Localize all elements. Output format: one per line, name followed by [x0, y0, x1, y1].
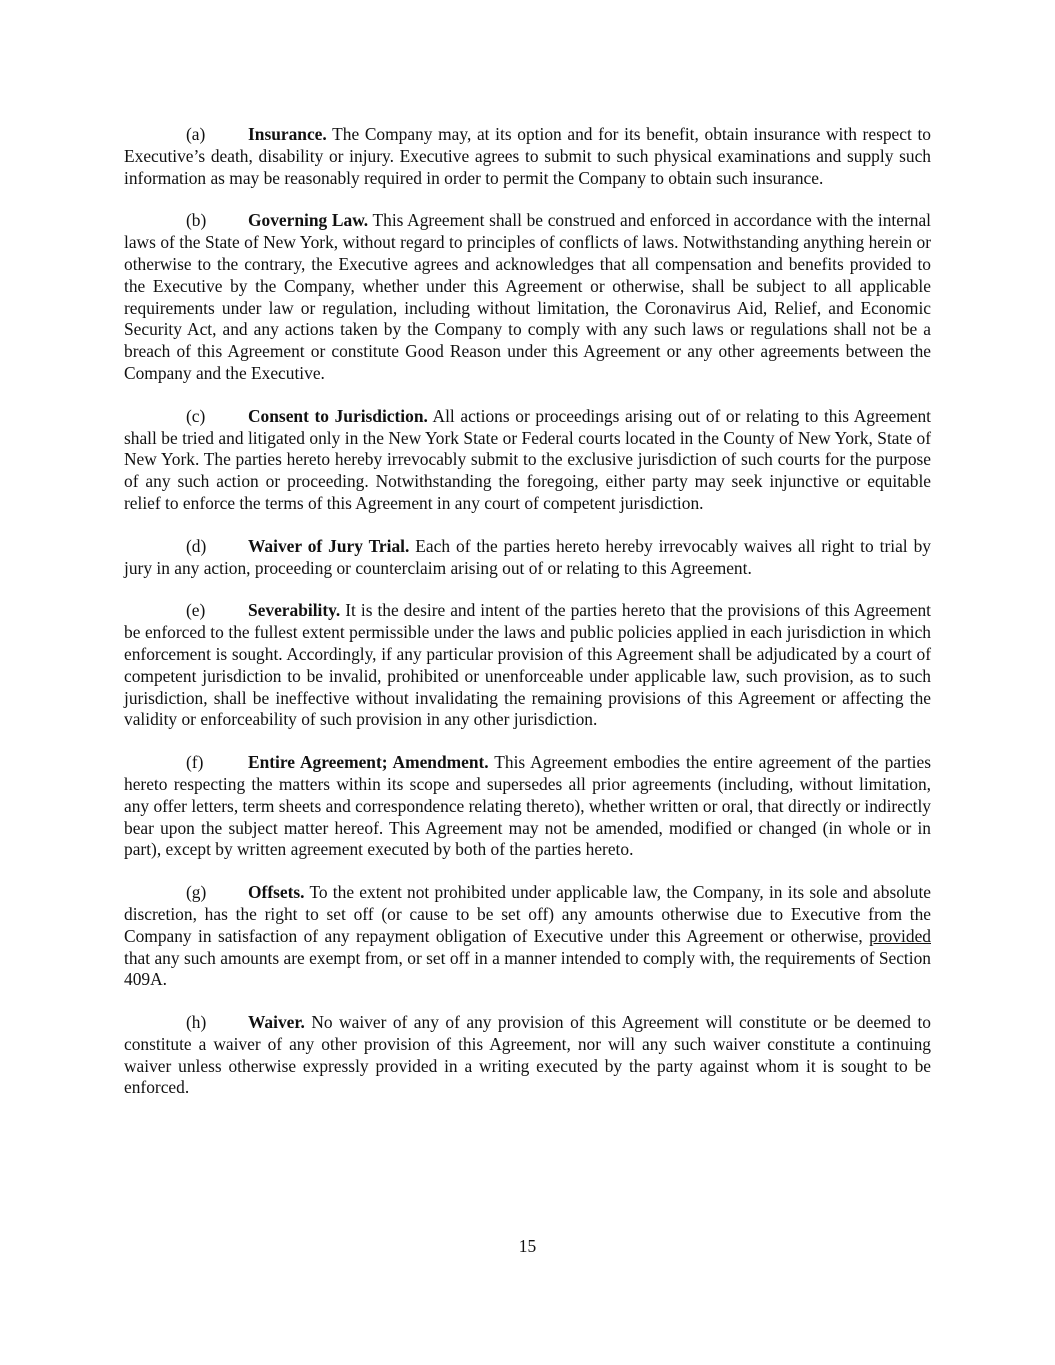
section-text: All actions or proceedings arising out of or relating to this Agreement shall be tried and litigated only in the New York State or Federal courts located in the County of New York, State of New York. The parties hereto hereby irrevocably submit to the exclusive jurisdiction of such courts for the purpose of any such action or proceeding. Notwithstanding the foregoing, either party may seek injunctive or equitable relief to enforce the terms of this Agreement in any court of competent jurisdiction.: [124, 405, 931, 513]
section-text: No waiver of any of any provision of this Agreement will constitute or be deemed to constitute a waiver of any other provision of this Agreement, nor will any such waiver constitute a continuing waiver unless otherwise expressly provided in a writing executed by the party against whom it is sought to be enforced.: [124, 1012, 931, 1098]
section-heading: Offsets.: [248, 882, 305, 903]
section-e: [124, 600, 931, 731]
section-text: This Agreement embodies the entire agreement of the parties hereto respecting the matters within its scope and supersedes all prior agreements (including, without limitation, any offer letters, term sheets and correspondence relating thereto), whether written or oral, that directly or indirectly bear upon the subject matter hereof. This Agreement may not be amended, modified or changed (in whole or in part), except by written agreement executed by both of the parties hereto.: [124, 752, 931, 860]
section-a: [124, 124, 931, 189]
section-text: It is the desire and intent of the parties hereto that the provisions of this Agreement be enforced to the fullest extent permissible under the laws and public policies applied in each jurisdiction in which enforcement is sought. Accordingly, if any particular provision of this Agreement shall be adjudicated by a court of competent jurisdiction to be invalid, prohibited or unenforceable under applicable law, such provision, as to such jurisdiction, shall be ineffective without invalidating the remaining provisions of this Agreement or affecting the validity or enforceability of such provision in any other jurisdiction.: [124, 600, 931, 730]
section-text: To the extent not prohibited under applicable law, the Company, in its sole and absolute discretion, has the right to set off (or cause to be set off) any amounts otherwise due to Executive from the Company in satisfaction of any repayment obligation of Executive under this Agreement or otherwise,: [124, 882, 931, 946]
section-g: [124, 882, 931, 991]
section-heading: Governing Law.: [248, 210, 369, 231]
section-label: (g): [186, 882, 207, 903]
page-number: 15: [518, 1236, 537, 1256]
section-heading: Entire Agreement; Amendment.: [248, 752, 489, 773]
section-heading: Waiver.: [248, 1012, 305, 1033]
section-d: [124, 536, 931, 580]
section-label: (d): [186, 535, 207, 556]
section-b: [124, 210, 931, 384]
section-heading: Consent to Jurisdiction.: [248, 405, 428, 426]
section-text: that any such amounts are exempt from, or set off in a manner intended to comply with, the requirements of Section 409A.: [124, 947, 931, 990]
section-heading: Insurance.: [248, 124, 327, 144]
section-heading: Severability.: [248, 600, 341, 621]
section-c: [124, 406, 931, 515]
section-label: (f): [186, 752, 204, 773]
section-label: (c): [186, 405, 206, 426]
section-label: (b): [186, 210, 207, 231]
section-text: The Company may, at its option and for its benefit, obtain insurance with respect to Executive’s death, disability or injury. Executive agrees to submit to such physical examinations and supply such information as may be reasonably required in order to permit the Company to obtain such insurance.: [124, 124, 931, 188]
section-text: Each of the parties hereto hereby irrevocably waives all right to trial by jury in any action, proceeding or counterclaim arising out of or relating to this Agreement.: [124, 535, 931, 578]
section-h: [124, 1012, 931, 1099]
underlined-term: provided: [869, 925, 931, 946]
section-heading: Waiver of Jury Trial.: [248, 535, 410, 556]
section-f: [124, 752, 931, 861]
section-text: This Agreement shall be construed and enforced in accordance with the internal laws of the State of New York, without regard to principles of conflicts of laws. Notwithstanding anything herein or otherwise to the contrary, the Executive agrees and acknowledges that all compensation and benefits provided to the Executive by the Company, whether under this Agreement or otherwise, shall be subject to all applicable requirements under law or regulation, including without limitation, the Coronavirus Aid, Relief, and Economic Security Act, and any actions taken by the Company to comply with any such laws or regulations shall not be a breach of this Agreement or constitute Good Reason under this Agreement or any other agreements between the Company and the Executive.: [124, 210, 931, 383]
document-page: [124, 124, 931, 1120]
section-label: (h): [186, 1012, 207, 1033]
section-label: (e): [186, 600, 206, 621]
section-label: (a): [186, 124, 206, 144]
